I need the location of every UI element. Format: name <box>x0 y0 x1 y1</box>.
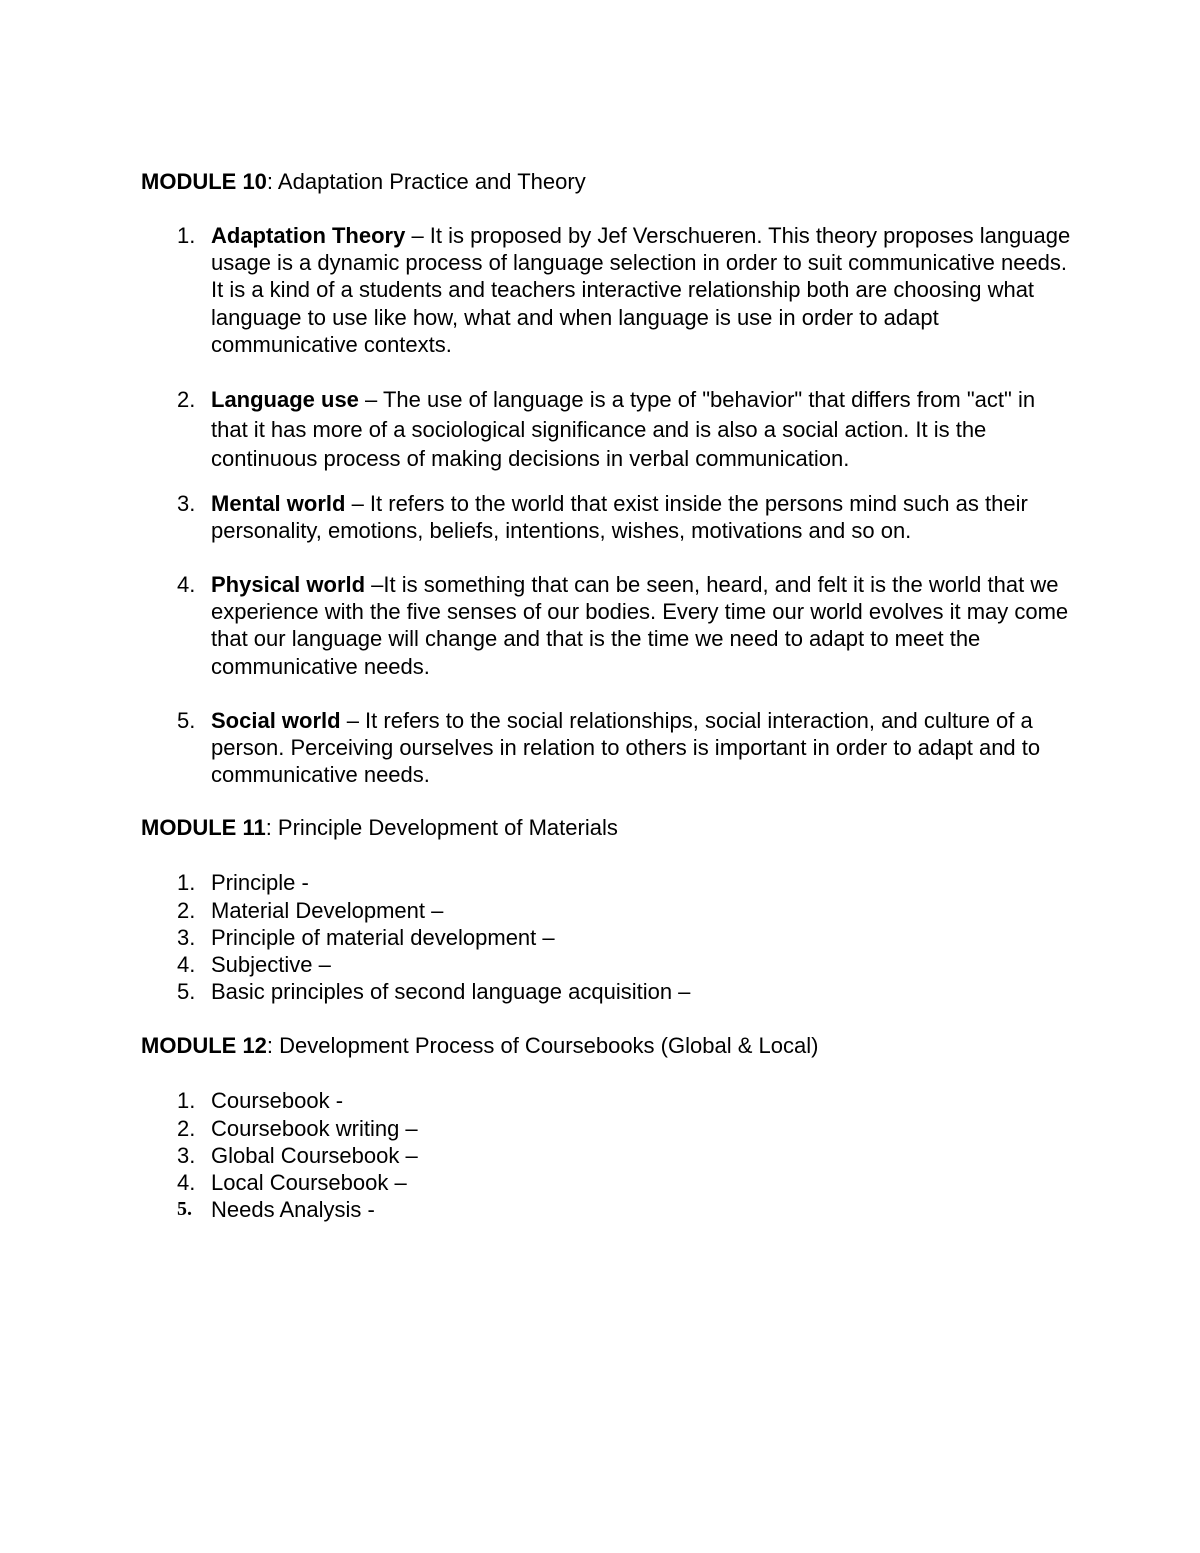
list-item-text: Coursebook - <box>211 1088 344 1114</box>
definition: – It is proposed by Jef Verschueren. This theory proposes language usage is a dynamic process of language selection in order to suit communicative needs. It is a kind of a students and teachers interactive relationship both are choosing what language to use like how, what and when language is use in order to adapt communicative contexts. <box>211 223 1071 357</box>
list-item-text: Principle of material development – <box>211 924 555 950</box>
module-10-list <box>141 222 1071 788</box>
list-item-text: Material Development – <box>211 897 444 923</box>
term: Adaptation Theory <box>211 223 406 248</box>
module-11-item-5 <box>141 978 1071 1005</box>
list-item-text: Basic principles of second language acquisition – <box>211 979 691 1005</box>
list-number: 4. <box>177 1169 196 1195</box>
module-11-list <box>141 869 1071 1005</box>
module-12-list <box>141 1087 1071 1223</box>
list-number: 1. <box>177 1088 196 1114</box>
module-12-item-4 <box>141 1169 1071 1196</box>
document-body <box>141 168 1071 1223</box>
list-number: 2. <box>177 897 196 923</box>
list-number: 4. <box>177 951 196 977</box>
term: Social world <box>211 707 341 733</box>
module-11-item-2 <box>141 897 1071 924</box>
list-item-text: Global Coursebook – <box>211 1142 418 1168</box>
list-item-text: Local Coursebook – <box>211 1169 407 1195</box>
module-10-item-3 <box>141 490 1071 544</box>
list-item-text: Principle - <box>211 870 309 896</box>
module-11-item-4 <box>141 951 1071 978</box>
definition: – The use of language is a type of "behavior" that differs from "act" in that it has more of a sociological significance and is also a social action. It is the continuous process of making decisions in verbal communication. <box>211 387 1036 472</box>
module-12-item-5 <box>141 1196 1071 1223</box>
module-11-item-3 <box>141 924 1071 951</box>
module-12-label: MODULE 12 <box>141 1033 267 1059</box>
module-11-title: : Principle Development of Materials <box>265 815 618 841</box>
list-item-text: Needs Analysis - <box>211 1197 375 1223</box>
module-10-label: MODULE 10 <box>141 169 267 194</box>
module-10-title: : Adaptation Practice and Theory <box>266 169 586 194</box>
module-12-item-1 <box>141 1087 1071 1114</box>
list-number: 1. <box>177 223 196 248</box>
module-11-item-1 <box>141 869 1071 896</box>
list-number: 5. <box>177 1198 192 1221</box>
list-number: 4. <box>177 571 196 597</box>
list-number: 5. <box>177 979 196 1005</box>
list-number: 3. <box>177 924 196 950</box>
list-number: 3. <box>177 490 196 516</box>
list-number: 3. <box>177 1142 196 1168</box>
definition: – It refers to the social relationships, social interaction, and culture of a person. Perceiving ourselves in relation to others is important in order to adapt and to communicative needs. <box>211 707 1041 788</box>
term: Language use <box>211 387 359 413</box>
module-11-label: MODULE 11 <box>141 815 266 841</box>
module-12-title: : Development Process of Coursebooks (Global & Local) <box>266 1033 819 1059</box>
list-number: 1. <box>177 870 196 896</box>
list-number: 2. <box>177 1115 196 1141</box>
term: Mental world <box>211 490 346 516</box>
module-10-item-5 <box>141 707 1071 789</box>
list-item-text: Subjective – <box>211 951 331 977</box>
module-10-item-4 <box>141 571 1071 680</box>
module-12-item-3 <box>141 1142 1071 1169</box>
list-number: 5. <box>177 707 196 733</box>
term: Physical world <box>211 571 366 597</box>
module-10-item-1 <box>141 222 1071 358</box>
module-11-heading <box>141 814 1071 842</box>
list-number: 2. <box>177 387 196 413</box>
module-12-item-2 <box>141 1115 1071 1142</box>
definition: – It refers to the world that exist inside the persons mind such as their personality, emotions, beliefs, intentions, wishes, motivations and so on. <box>211 490 1028 543</box>
module-12-heading <box>141 1032 1071 1060</box>
module-10-heading <box>141 168 1071 196</box>
list-item-text: Coursebook writing – <box>211 1115 418 1141</box>
module-10-item-2 <box>141 385 1071 474</box>
definition: –It is something that can be seen, heard, and felt it is the world that we experience with the five senses of our bodies. Every time our world evolves it may come that our language will change and that is the time we need to adapt to meet the communicative needs. <box>211 571 1069 679</box>
